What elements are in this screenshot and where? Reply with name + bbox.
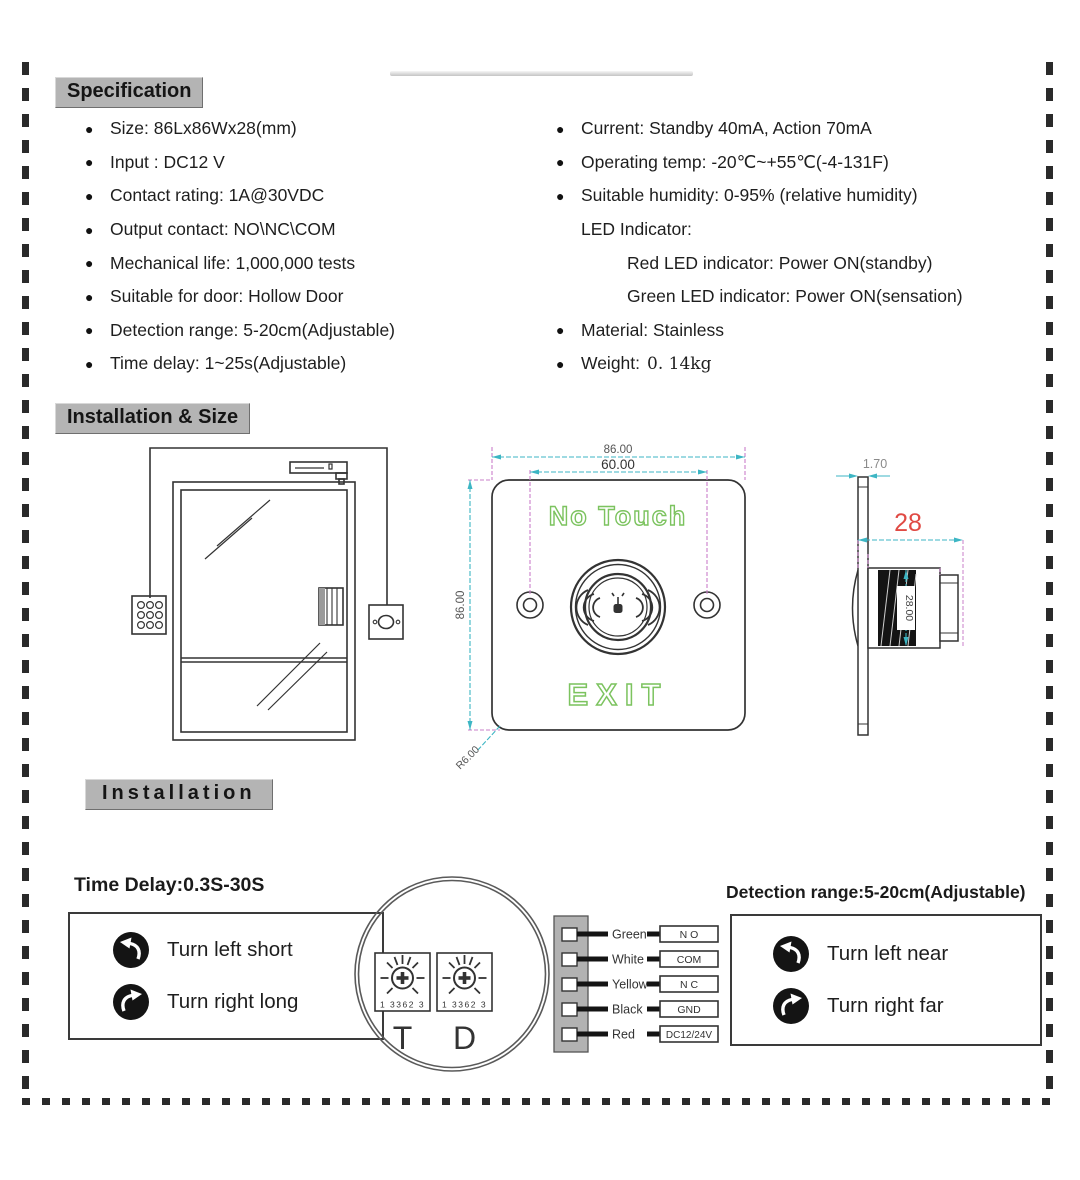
turn-row: Turn left near bbox=[772, 935, 1040, 973]
wire-color-label: White bbox=[612, 952, 644, 967]
turn-right-icon bbox=[112, 983, 150, 1021]
page-border-left bbox=[22, 62, 29, 1098]
wire-color-label: Yellow bbox=[612, 977, 648, 992]
installation-header: Installation bbox=[85, 779, 273, 810]
specification-header: Specification bbox=[55, 77, 203, 108]
wire-color-label: Black bbox=[612, 1002, 643, 1017]
exit-switch bbox=[369, 605, 403, 639]
wiring-diagram bbox=[552, 905, 730, 1060]
bullet-icon: ● bbox=[85, 187, 94, 204]
spec-list-left bbox=[85, 112, 395, 381]
terminal-label: N C bbox=[679, 979, 699, 991]
dim-holes-text: 60.00 bbox=[601, 457, 635, 472]
spec-item: ● Material: Stainless bbox=[556, 319, 724, 340]
spec-item: ● Time delay: 1~25s(Adjustable) bbox=[85, 353, 347, 374]
button-face-bulge bbox=[853, 570, 859, 646]
page-border-right bbox=[1046, 62, 1053, 1098]
terminal-label: GND bbox=[677, 1004, 701, 1016]
wire-color-label: Green bbox=[612, 927, 647, 942]
wire-path bbox=[150, 448, 387, 605]
keypad bbox=[132, 596, 166, 634]
door-frame bbox=[173, 482, 355, 740]
page-border-bottom bbox=[22, 1098, 1053, 1105]
spec-item: ● Suitable humidity: 0-95% (relative humidity) bbox=[556, 185, 918, 206]
bullet-icon: ● bbox=[556, 120, 565, 137]
turn-left-icon bbox=[112, 931, 150, 969]
spec-item: ● Size: 86Lx86Wx28(mm) bbox=[85, 118, 297, 139]
hand-sensor-icon bbox=[571, 560, 665, 654]
dim-width-text: 86.00 bbox=[603, 444, 633, 456]
front-view-drawing bbox=[440, 428, 765, 778]
trimpot-label-t: T bbox=[392, 1020, 413, 1056]
bullet-icon: ● bbox=[85, 120, 94, 137]
rear-cap bbox=[940, 575, 958, 641]
spec-item: Green LED indicator: Power ON(sensation) bbox=[627, 286, 963, 307]
dim-radius-text: R6.00 bbox=[453, 743, 483, 773]
dim-height-text: 86.00 bbox=[455, 590, 467, 620]
bullet-icon: ● bbox=[85, 154, 94, 171]
detection-range-box bbox=[730, 914, 1042, 1046]
spec-item: ● Mechanical life: 1,000,000 tests bbox=[85, 252, 356, 273]
spec-item: ● Current: Standby 40mA, Action 70mA bbox=[556, 118, 872, 139]
dim-depth-text: 28.00 bbox=[903, 594, 915, 622]
bullet-icon: ● bbox=[85, 322, 94, 339]
trimpot-scale: 1 3362 3 bbox=[379, 999, 426, 1010]
bullet-icon: ● bbox=[85, 255, 94, 272]
time-delay-title: Time Delay:0.3S-30S bbox=[74, 874, 265, 896]
weight-value: 0. 14kg bbox=[647, 353, 712, 374]
dim-depth-red-text: 28 bbox=[894, 509, 922, 537]
installation-size-header: Installation & Size bbox=[55, 403, 250, 434]
bullet-icon: ● bbox=[556, 322, 565, 339]
spec-item: ● Suitable for door: Hollow Door bbox=[85, 286, 344, 307]
spec-item: ● Weight: 0. 14kg bbox=[556, 353, 712, 374]
turn-row: Turn left short bbox=[112, 931, 382, 969]
turn-row: Turn right long bbox=[112, 983, 382, 1021]
bullet-icon: ● bbox=[556, 355, 565, 372]
trimpot-label-d: D bbox=[452, 1020, 477, 1056]
spec-item: LED Indicator: bbox=[581, 219, 692, 240]
bullet-icon: ● bbox=[85, 288, 94, 305]
spec-list-right bbox=[556, 112, 963, 381]
top-cropped-bar bbox=[390, 71, 693, 76]
side-plate bbox=[858, 477, 868, 735]
bullet-icon: ● bbox=[556, 187, 565, 204]
turn-left-icon bbox=[772, 935, 810, 973]
spec-item: Red LED indicator: Power ON(standby) bbox=[627, 252, 933, 273]
exit-label: EXIT bbox=[567, 677, 669, 712]
spec-item: ● Operating temp: -20℃~+55℃(-4-131F) bbox=[556, 151, 889, 172]
trimpot-adjustment-diagram bbox=[345, 872, 560, 1084]
no-touch-label: No Touch bbox=[548, 501, 688, 531]
terminal-label: DC12/24V bbox=[665, 1030, 713, 1041]
glass-reflection-lines bbox=[205, 500, 327, 710]
trimpot-scale: 1 3362 3 bbox=[441, 999, 488, 1010]
spec-item: ● Detection range: 5-20cm(Adjustable) bbox=[85, 319, 396, 340]
side-view-drawing bbox=[828, 428, 983, 758]
turn-right-icon bbox=[772, 987, 810, 1025]
time-delay-box bbox=[68, 912, 384, 1040]
spec-item: ● Input : DC12 V bbox=[85, 151, 225, 172]
terminal-label: COM bbox=[676, 954, 702, 966]
turn-row: Turn right far bbox=[772, 987, 1040, 1025]
detection-range-title: Detection range:5-20cm(Adjustable) bbox=[726, 882, 1026, 902]
door-lock bbox=[319, 588, 343, 625]
wire-color-label: Red bbox=[612, 1027, 635, 1042]
bullet-icon: ● bbox=[85, 355, 94, 372]
terminal-label: N O bbox=[679, 929, 699, 941]
dim-plate-text: 1.70 bbox=[862, 457, 888, 471]
door-installation-diagram bbox=[105, 438, 405, 753]
bullet-icon: ● bbox=[85, 221, 94, 238]
bullet-icon: ● bbox=[556, 154, 565, 171]
spec-item: ● Contact rating: 1A@30VDC bbox=[85, 185, 325, 206]
spec-item: ● Output contact: NO\NC\COM bbox=[85, 219, 336, 240]
